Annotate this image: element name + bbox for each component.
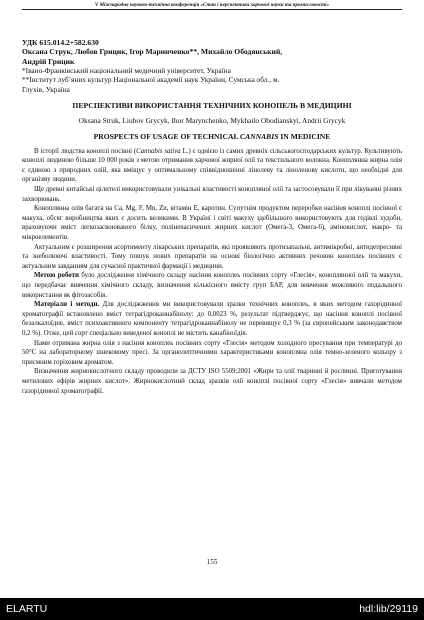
- header-divider: [22, 9, 402, 10]
- title-en-prefix: PROSPECTS OF USAGE OF TECHNICAL: [93, 131, 241, 141]
- paragraph-6: [22, 300, 402, 338]
- p1-a: В історії людства коноплі посівні (: [34, 147, 137, 155]
- article-content: [22, 38, 402, 396]
- paragraph-4: Актуальним є розширення асортименту лікарських препаратів, які проявляють протизапальні, антимікробні, антидепресивні та знеболюючі властивості. Тому пошук нових препаратів на основі біологічно активних речовин коноплеь посівних є актуальним завданням для сучасної практичної фармації і медицини.: [22, 243, 402, 270]
- page-number: 155: [206, 558, 218, 566]
- conference-header: V Міжнародна науково-технічна конференція «Стан і перспективи харчової науки та промисловості»: [94, 2, 330, 8]
- authors-en: Oksana Struk, Liubov Grycyk, Ihor Marynchenko, Mykhailo Obodianskyi, Andrii Grycyk: [78, 115, 346, 125]
- p1-c: L.) є однією із самих древніх сільськогосподарських культур. Культивують коноплі людиною більше 10 000 років з метою отримання харчової жирної олії та текстильного волокна. Коноплянна жирна олія є єдиною з природних олій, яка вміщує у оптимальному співвідношенні лінолеву та ліноленову кислоти, що необхідні для організму людини.: [22, 147, 402, 184]
- repository-name: ELARTU: [6, 603, 48, 615]
- affiliation-1: *Івано-Франківський національний медичний університет, Україна: [22, 65, 231, 75]
- paragraph-8: Визначення жирнокислотного складу проводили за ДСТУ ISO 5509:2001 «Жири та олії тваринні й рослинні. Приготування метилових ефірів жирних кислот». Жирнокислотний склад зразків олії коноплі посівної сорту «Глесія» вивчали методом газорідинної хроматографії.: [22, 368, 402, 395]
- affiliation-2-line1: **Інститут луб’яних культур Національної академії наук України, Сумська обл., м.: [22, 75, 280, 85]
- authors-ua-line1: Оксана Струк, Любов Грицик, Ігор Маринченко**, Михайло Ободянський,: [22, 47, 283, 57]
- methods-label: Матеріали і методи.: [34, 301, 100, 309]
- authors-ua-line2: Андрій Грицик: [22, 56, 75, 66]
- title-ua: ПЕРСПЕКТИВИ ВИКОРИСТАННЯ ТЕХНІЧНИХ КОНОПЕЛЬ В МЕДИЦИНІ: [72, 100, 352, 110]
- udc-code: УДК 615.014.2+582.630: [22, 38, 99, 47]
- paragraph-5: [22, 271, 402, 300]
- affiliation-2: [22, 75, 402, 94]
- p1-species: Cannabis sativa: [136, 147, 181, 155]
- paragraph-2: Ще древні китайські цілителі використовували унікальні властивості конопляної олії та застосовували її при лікуванні різних захворювань.: [22, 186, 402, 203]
- authors-ua: [22, 47, 402, 66]
- affiliation-2-line2: Глухів, Україна: [22, 85, 70, 95]
- paragraph-3: Коноплянна олія багата на Ca, Mg, F, Mn, Zn, вітамін E, каротин. Супутнім продуктом переробки насіння коноплі посівної є макуха, обсяг виробництва яких є досить великими. В Україні і світі макуху здебільшого використовують для годівлі худоби, враховуючи вміст легкозасвоюваного білку, полінenасичених жирних кислот (Омега-3, Омега-6), амінокислот, макро- та мікроелементів.: [22, 205, 402, 242]
- handle-id: hdl:lib/29119: [359, 603, 418, 615]
- aim-text: було дослідження хімічного складу насіння коноплеь посівних сорту «Глесія», коноплянної олії та макухи, що передбачає вивчення хімічного складу, визначення кількісного вмісту груп БАР, для вивчення можливого подальшого використання як фітозасобів.: [22, 272, 402, 299]
- aim-label: Метою роботи: [34, 272, 79, 280]
- title-en-italic: CANNABIS: [240, 131, 279, 141]
- title-en: [22, 132, 402, 142]
- title-en-suffix: IN MEDICINE: [278, 131, 331, 141]
- paragraph-7: Нами отримана жирна олія з насіння коноплеь посівних сорту «Глесія» методом холодного пресування при температурі до 50°С на лабораторному шнековому пресі. За органолептичними характеристиками конопляна олія темно-зеленого кольору з присмним горіховим ароматом.: [22, 339, 402, 366]
- repository-footer-bar: [0, 598, 424, 620]
- paragraph-1: [22, 147, 402, 185]
- methods-text: Для досліджження ми використовували зразки технічних коноплеь, в яких методом газорідинної хроматографії встановлено вміст тетрагідроканнабінолу: до 0,0023 %, результат підтверджує, що насіння коноплі посівної безалкалоїдне, вміст психоактивного компоненту тетрагідроканнабінолу не перевищує 0,3 % (за європейським законодавством 0,2 %). Отже, цей сорт спеціально виведеної коноплі не містить канабіноїдів.: [22, 301, 402, 337]
